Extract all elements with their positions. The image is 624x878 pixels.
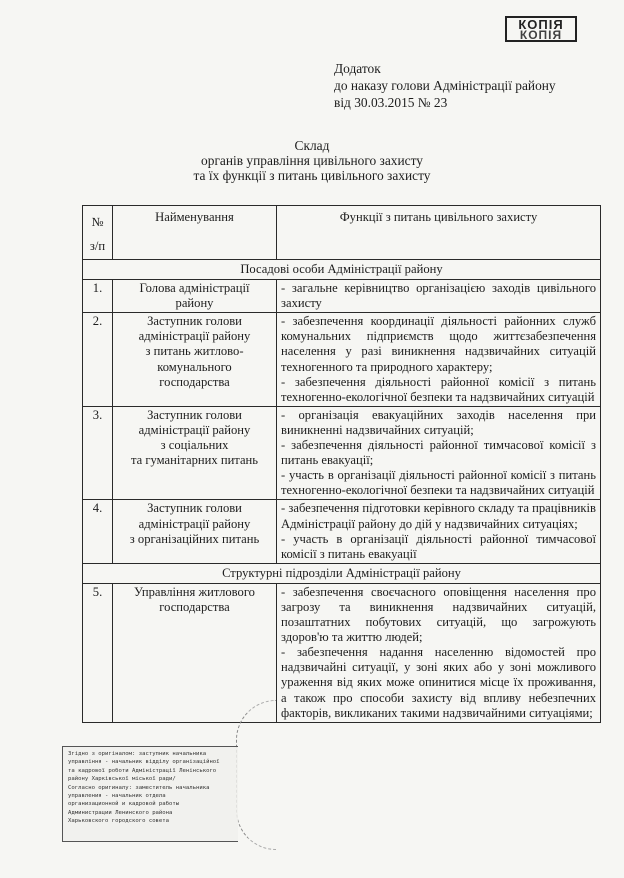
appendix-line: Додаток bbox=[334, 61, 381, 76]
section-title: Структурні підрозділи Адміністрації району bbox=[83, 563, 601, 583]
row-name-line: Заступник голови bbox=[147, 314, 242, 329]
row-functions bbox=[277, 280, 601, 313]
certification-stamp-line: управління - начальник відділу організаційної bbox=[68, 759, 220, 766]
header-number-line2: з/п bbox=[89, 239, 106, 253]
title-line: органів управління цивільного захисту bbox=[201, 153, 423, 168]
row-function-item: - забезпечення координації діяльності районних служб комунальних підприємств щодо життєзабезпечення населення у разі виникнення надзвичайних ситуацій техногенного та природного характеру; bbox=[281, 314, 596, 374]
row-function-item: - забезпечення надання населенню відомостей про надзвичайні ситуації, у зоні яких або у зоні можливого ураження від яких може опинитися місце їх проживання, а також про способи захисту від впливу небезпечних факторів, викликаних такими надзвичайними ситуаціями; bbox=[281, 645, 596, 720]
certification-stamp-line: та кадрової роботи Адміністрації Ленінського bbox=[68, 767, 217, 774]
header-functions: Функції з питань цивільного захисту bbox=[277, 206, 601, 260]
row-name-line: району bbox=[175, 296, 214, 311]
table-row bbox=[83, 583, 601, 722]
row-name-line: адміністрації району bbox=[138, 329, 251, 344]
certification-stamp-line: Администрации Ленинского района bbox=[68, 809, 173, 816]
row-name-line: комунального bbox=[157, 359, 232, 374]
row-name-line: з питань житлово- bbox=[145, 344, 244, 359]
row-function-item: - забезпечення діяльності районної комісії з питань техногенно-екологічної безпеки та надзвичайних ситуацій bbox=[281, 374, 596, 404]
row-functions bbox=[277, 406, 601, 500]
row-function-item: - загальне керівництво організацією заходів цивільного захисту bbox=[281, 281, 596, 311]
title-line: Склад bbox=[294, 138, 330, 153]
header-number bbox=[83, 206, 113, 260]
certification-stamp-line: Харьковского городского совета bbox=[68, 818, 170, 825]
round-seal bbox=[236, 700, 276, 850]
copy-stamp-line1: КОПІЯ bbox=[518, 17, 564, 32]
table-row bbox=[83, 280, 601, 313]
row-name-line: Заступник голови bbox=[147, 407, 242, 422]
row-name-line: адміністрації району bbox=[138, 422, 251, 437]
header-number-line1: № bbox=[91, 215, 104, 229]
row-name bbox=[113, 583, 277, 722]
row-name-line: Голова адміністрації bbox=[139, 281, 250, 296]
table-row bbox=[83, 313, 601, 407]
row-number: 4. bbox=[83, 500, 113, 563]
row-name-line: господарства bbox=[159, 599, 230, 614]
certification-stamp-line: организационной и кадровой работы bbox=[68, 801, 180, 808]
certification-stamp bbox=[62, 746, 238, 842]
row-name-line: Управління житлового bbox=[134, 584, 255, 599]
row-name bbox=[113, 500, 277, 563]
row-function-item: - організація евакуаційних заходів населення при виникненні надзвичайних ситуацій; bbox=[281, 407, 596, 437]
section-row-departments bbox=[83, 563, 601, 583]
row-name-line: та гуманітарних питань bbox=[130, 453, 259, 468]
row-functions bbox=[277, 313, 601, 407]
row-number: 5. bbox=[83, 583, 113, 722]
row-functions bbox=[277, 583, 601, 722]
row-name-line: з соціальних bbox=[160, 438, 229, 453]
row-name-line: з організаційних питань bbox=[129, 531, 260, 546]
row-number: 1. bbox=[83, 280, 113, 313]
document-title bbox=[0, 138, 624, 183]
title-line: та їх функції з питань цивільного захисту bbox=[193, 168, 431, 183]
copy-stamp-line2: КОПІЯ bbox=[519, 28, 563, 42]
row-number: 3. bbox=[83, 406, 113, 500]
functions-table bbox=[82, 205, 601, 723]
row-name bbox=[113, 280, 277, 313]
row-name bbox=[113, 406, 277, 500]
row-number: 2. bbox=[83, 313, 113, 407]
row-functions bbox=[277, 500, 601, 563]
row-name-line: господарства bbox=[159, 374, 230, 389]
certification-stamp-line: управления - начальник отдела bbox=[68, 793, 166, 800]
appendix-line: до наказу голови Адміністрації району bbox=[334, 78, 556, 93]
row-function-item: - участь в організації діяльності районної комісії з питань техногенно-екологічної безпеки та надзвичайних ситуацій bbox=[281, 468, 596, 498]
certification-stamp-line: Згідно з оригіналом: заступник начальника bbox=[68, 751, 207, 757]
appendix-header bbox=[334, 60, 614, 111]
row-name-line: адміністрації району bbox=[138, 516, 251, 531]
table-row bbox=[83, 500, 601, 563]
row-function-item: - забезпечення діяльності районної тимчасової комісії з питань евакуації; bbox=[281, 438, 596, 468]
section-row-officials bbox=[83, 260, 601, 280]
certification-stamp-line: Согласно оригиналу: заместитель начальника bbox=[68, 784, 210, 791]
row-function-item: - забезпечення підготовки керівного складу та працівників Адміністрації району до дій у надзвичайних ситуаціях; bbox=[281, 501, 596, 531]
row-function-item: - забезпечення своєчасного оповіщення населення про загрозу та виникнення надзвичайних ситуацій, позаштатних побутових ситуацій, що загрожують здоров'ю та життю людей; bbox=[281, 584, 596, 645]
row-name-line: Заступник голови bbox=[147, 501, 242, 516]
certification-stamp-line: району Харківської міської ради/ bbox=[68, 776, 176, 783]
table-row bbox=[83, 406, 601, 500]
row-function-item: - участь в організації діяльності районної тимчасової комісії з питань евакуації bbox=[281, 531, 596, 561]
section-title: Посадові особи Адміністрації району bbox=[83, 260, 601, 280]
row-name bbox=[113, 313, 277, 407]
copy-stamp bbox=[505, 16, 577, 42]
header-name: Найменування bbox=[113, 206, 277, 260]
table-header-row bbox=[83, 206, 601, 260]
appendix-line: від 30.03.2015 № 23 bbox=[334, 95, 448, 110]
